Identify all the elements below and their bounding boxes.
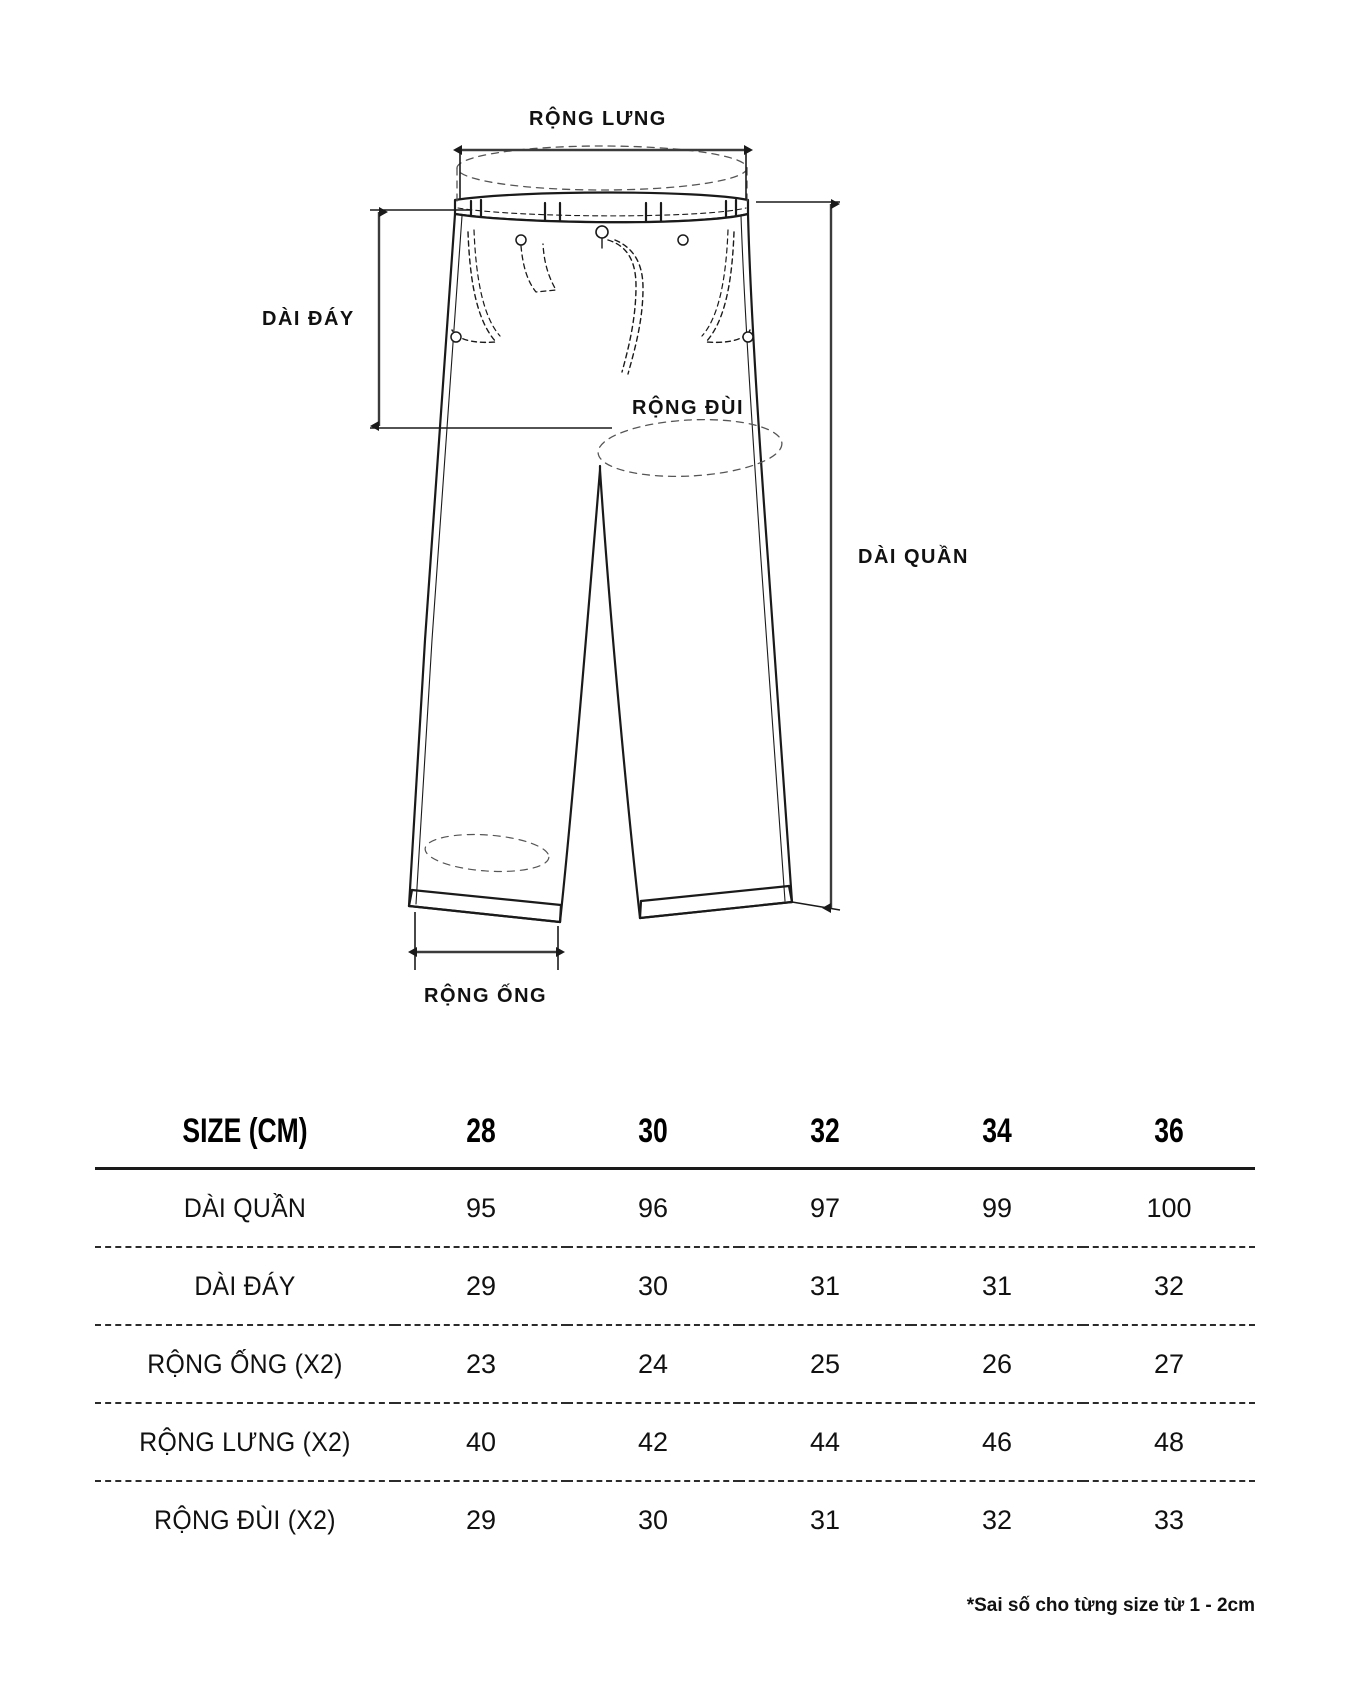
- dimension-label-length: DÀI QUẦN: [858, 546, 969, 568]
- column-header-size: SIZE (CM): [182, 1111, 308, 1150]
- cell-value: 100: [1146, 1192, 1192, 1223]
- size-table: [95, 1095, 1255, 1558]
- cell-value: 26: [981, 1348, 1013, 1379]
- cell-value: 32: [981, 1504, 1013, 1535]
- cell-value: 29: [465, 1504, 497, 1535]
- cell-value: 30: [637, 1504, 669, 1535]
- cell-value: 96: [637, 1192, 669, 1223]
- row-label: DÀI QUẦN: [183, 1192, 307, 1223]
- cell-value: 33: [1153, 1504, 1185, 1535]
- cell-value: 27: [1153, 1348, 1185, 1379]
- cell-value: 44: [809, 1426, 841, 1457]
- cell-value: 23: [465, 1348, 497, 1379]
- size-table-body: [95, 1169, 1255, 1559]
- dimension-label-hem: RỘNG ỐNG: [424, 985, 548, 1007]
- cell-value: 42: [637, 1426, 669, 1457]
- column-header-36: 36: [1154, 1111, 1184, 1150]
- cell-value: 97: [809, 1192, 841, 1223]
- table-row: [95, 1403, 1255, 1481]
- cell-value: 31: [809, 1504, 841, 1535]
- row-label: DÀI ĐÁY: [194, 1270, 296, 1301]
- cell-value: 48: [1153, 1426, 1185, 1457]
- cell-value: 46: [981, 1426, 1013, 1457]
- column-header-32: 32: [810, 1111, 840, 1150]
- cell-value: 95: [465, 1192, 497, 1223]
- cell-value: 32: [1153, 1270, 1185, 1301]
- table-row: [95, 1247, 1255, 1325]
- dimension-label-thigh: RỘNG ĐÙI: [632, 397, 744, 419]
- cell-value: 31: [809, 1270, 841, 1301]
- size-table-wrapper: [95, 1095, 1255, 1558]
- column-header-28: 28: [466, 1111, 496, 1150]
- cell-value: 99: [981, 1192, 1013, 1223]
- column-header-30: 30: [638, 1111, 668, 1150]
- table-row: [95, 1325, 1255, 1403]
- cell-value: 31: [981, 1270, 1013, 1301]
- column-header-34: 34: [982, 1111, 1012, 1150]
- dimension-label-rise: DÀI ĐÁY: [262, 308, 355, 330]
- cell-value: 24: [637, 1348, 669, 1379]
- cell-value: 29: [465, 1270, 497, 1301]
- tolerance-footnote: *Sai số cho từng size từ 1 - 2cm: [966, 1595, 1255, 1616]
- dimension-label-waist: RỘNG LƯNG: [529, 108, 667, 130]
- table-row: [95, 1481, 1255, 1558]
- row-label: RỘNG ỐNG (X2): [147, 1348, 343, 1379]
- row-label: RỘNG ĐÙI (X2): [154, 1504, 336, 1535]
- row-label: RỘNG LƯNG (X2): [139, 1426, 351, 1457]
- table-row: [95, 1169, 1255, 1248]
- size-table-head: [95, 1095, 1255, 1169]
- cell-value: 30: [637, 1270, 669, 1301]
- cell-value: 40: [465, 1426, 497, 1457]
- table-header-row: [95, 1095, 1255, 1169]
- cell-value: 25: [809, 1348, 841, 1379]
